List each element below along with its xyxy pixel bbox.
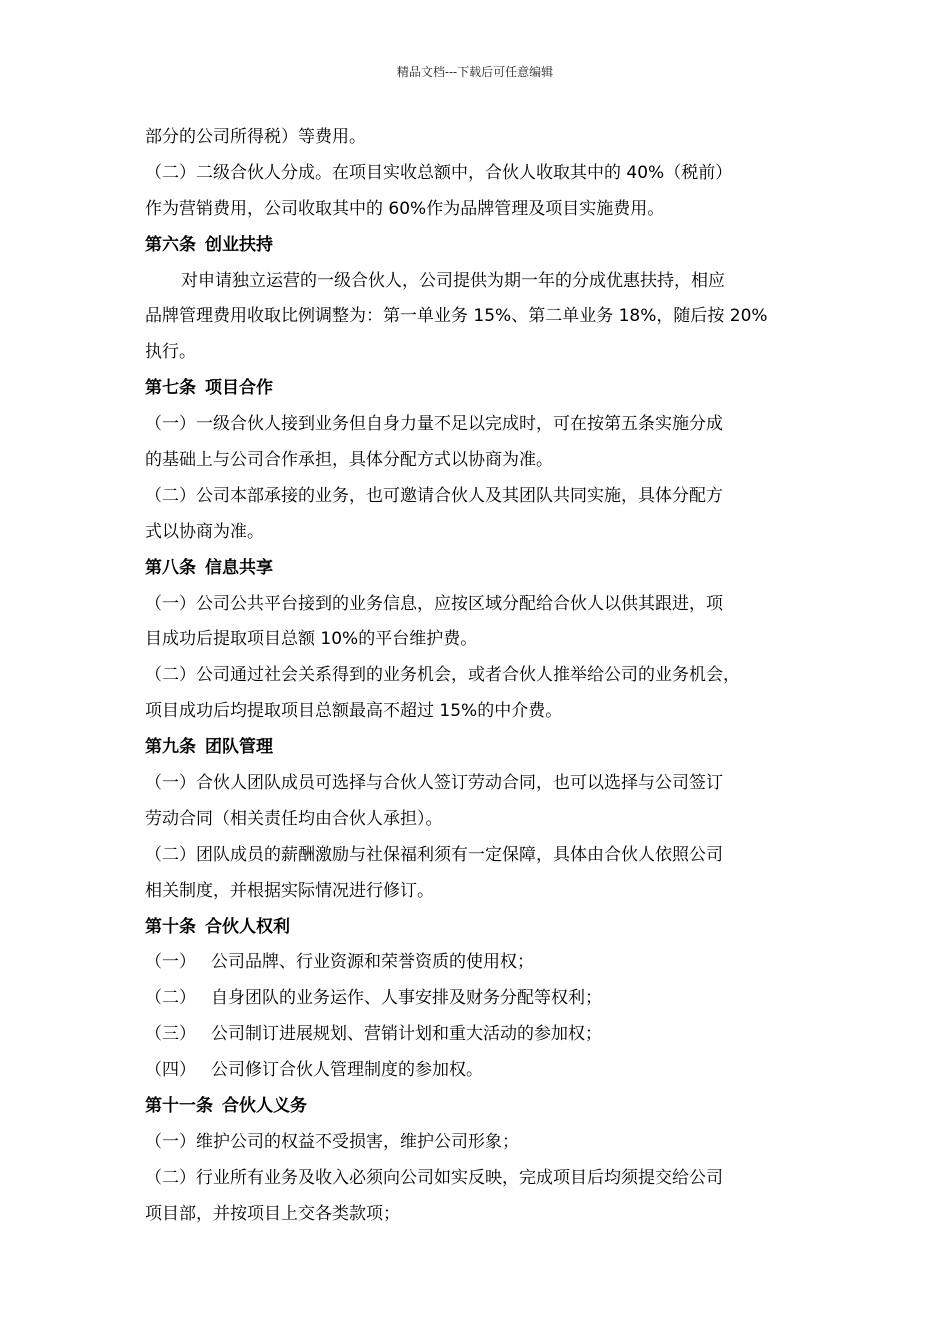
article-title: 创业扶持 bbox=[205, 234, 273, 255]
paragraph-line: （二）公司本部承接的业务，也可邀请合伙人及其团队共同实施，具体分配方 bbox=[145, 485, 723, 506]
article-heading bbox=[145, 733, 825, 769]
paragraph-line: 相关制度，并根据实际情况进行修订。 bbox=[145, 880, 434, 901]
article-heading bbox=[145, 231, 825, 267]
list-item-marker: （四） bbox=[145, 1060, 196, 1081]
list-item bbox=[145, 948, 825, 984]
paragraph-line: 项目成功后均提取项目总额最高不超过 15%的中介费。 bbox=[145, 701, 563, 722]
paragraph-line: （一）公司公共平台接到的业务信息，应按区域分配给合伙人以供其跟进，项 bbox=[145, 593, 723, 614]
list-item-text: 公司品牌、行业资源和荣誉资质的使用权； bbox=[211, 952, 534, 973]
paragraph-line: 的基础上与公司合作承担，具体分配方式以协商为准。 bbox=[145, 450, 553, 471]
article-title: 项目合作 bbox=[205, 378, 273, 399]
list-item bbox=[145, 984, 825, 1020]
article-heading bbox=[145, 374, 825, 410]
article-heading bbox=[145, 1092, 825, 1128]
paragraph-line: 目成功后提取项目总额 10%的平台维护费。 bbox=[145, 629, 478, 650]
list-item-marker: （一） bbox=[145, 952, 196, 973]
paragraph-line: （一）合伙人团队成员可选择与合伙人签订劳动合同，也可以选择与公司签订 bbox=[145, 773, 723, 794]
list-item-marker: （二） bbox=[145, 988, 196, 1009]
paragraph-line: 作为营销费用，公司收取其中的 60%作为品牌管理及项目实施费用。 bbox=[145, 198, 665, 219]
list-item-text: 公司修订合伙人管理制度的参加权。 bbox=[211, 1060, 483, 1081]
list-item-marker: （三） bbox=[145, 1024, 196, 1045]
article-heading bbox=[145, 913, 825, 949]
document-body bbox=[145, 123, 825, 1236]
article-number: 第七条 bbox=[145, 378, 196, 399]
article-heading bbox=[145, 554, 825, 590]
paragraph-line: 劳动合同（相关责任均由合伙人承担）。 bbox=[145, 808, 443, 829]
paragraph-line: （一）维护公司的权益不受损害，维护公司形象； bbox=[145, 1131, 519, 1152]
list-item-text: 自身团队的业务运作、人事安排及财务分配等权利； bbox=[211, 988, 602, 1009]
article-title: 合伙人权利 bbox=[205, 916, 290, 937]
paragraph-first-line: 对申请独立运营的一级合伙人，公司提供为期一年的分成优惠扶持，相应 bbox=[181, 270, 725, 291]
article-title: 团队管理 bbox=[205, 737, 273, 758]
paragraph-line: 项目部，并按项目上交各类款项； bbox=[145, 1203, 400, 1224]
article-number: 第六条 bbox=[145, 234, 196, 255]
paragraph-line: （二）行业所有业务及收入必须向公司如实反映，完成项目后均须提交给公司 bbox=[145, 1167, 723, 1188]
paragraph-line: 式以协商为准。 bbox=[145, 521, 264, 542]
paragraph-line: （一）一级合伙人接到业务但自身力量不足以完成时，可在按第五条实施分成 bbox=[145, 414, 723, 435]
article-number: 第十一条 bbox=[145, 1096, 213, 1117]
paragraph-line: 品牌管理费用收取比例调整为：第一单业务 15%、第二单业务 18%，随后按 20% bbox=[145, 306, 768, 327]
paragraph-line: （二）二级合伙人分成。在项目实收总额中，合伙人收取其中的 40%（税前） bbox=[145, 162, 733, 183]
article-title: 合伙人义务 bbox=[222, 1096, 307, 1117]
paragraph-line: （二）团队成员的薪酬激励与社保福利须有一定保障，具体由合伙人依照公司 bbox=[145, 844, 723, 865]
paragraph-line: （二）公司通过社会关系得到的业务机会，或者合伙人推举给公司的业务机会， bbox=[145, 665, 740, 686]
paragraph-line: 执行。 bbox=[145, 342, 196, 363]
article-number: 第八条 bbox=[145, 557, 196, 578]
paragraph-line: 部分的公司所得税）等费用。 bbox=[145, 127, 366, 147]
list-item-text: 公司制订进展规划、营销计划和重大活动的参加权； bbox=[211, 1024, 602, 1045]
article-title: 信息共享 bbox=[205, 557, 273, 578]
list-item bbox=[145, 1020, 825, 1056]
article-number: 第九条 bbox=[145, 737, 196, 758]
list-item bbox=[145, 1056, 825, 1092]
article-number: 第十条 bbox=[145, 916, 196, 937]
page-header: 精品文档---下载后可任意编辑 bbox=[396, 65, 554, 79]
